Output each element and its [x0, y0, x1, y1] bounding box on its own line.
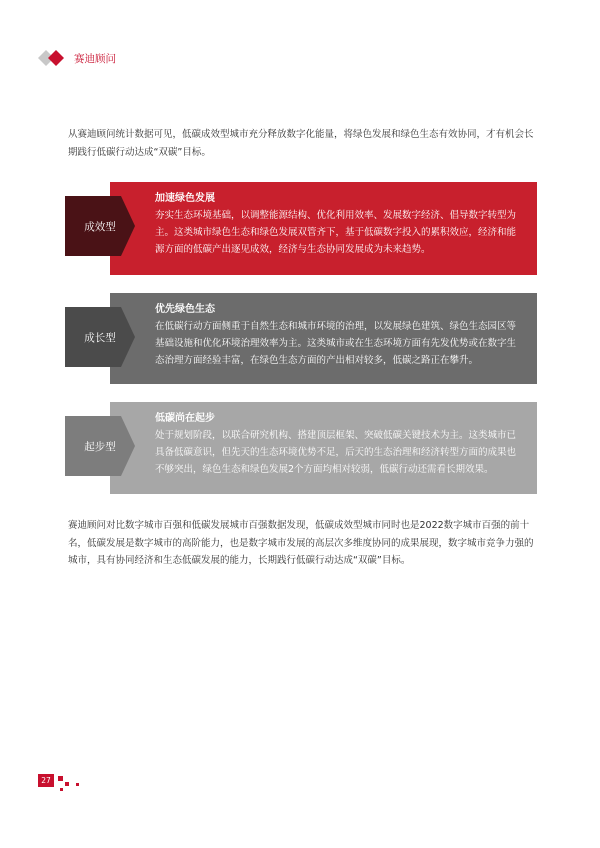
card-effective [65, 182, 537, 275]
card-body [110, 402, 537, 494]
card-text: 夯实生态环境基础，以调整能源结构、优化利用效率、发展数字经济、倡导数字转型为主。这类城市绿色生态和绿色发展双管齐下，基于低碳数字投入的累积效应，经济和能源方面的低碳产出逐见成效，经济与生态协同发展成为未来趋势。 [155, 210, 517, 255]
intro-paragraph: 从赛迪顾问统计数据可见，低碳成效型城市充分释放数字化能量，将绿色发展和绿色生态有效协同，才有机会长期践行低碳行动达成“双碳”目标。 [68, 129, 534, 158]
card-title: 低碳尚在起步 [155, 413, 215, 424]
conclusion-paragraph: 赛迪顾问对比数字城市百强和低碳发展城市百强数据发现，低碳成效型城市同时也是2022数字城市百强的前十名，低碳发展是数字城市的高阶能力，也是数字城市发展的高层次多维度协同的成果展现，数字城市竞争力强的城市，具有协同经济和生态低碳发展的能力，长期践行低碳行动达成“双碳”目标。 [68, 520, 534, 566]
page-number: 27 [38, 774, 54, 787]
card-text: 在低碳行动方面侧重于自然生态和城市环境的治理，以发展绿色建筑、绿色生态园区等基础设施和优化环境治理效率为主。这类城市或在生态环境方面有先发优势或在数字生态治理方面经验丰富，在绿色生态方面的产出相对较多，低碳之路正在攀升。 [155, 321, 517, 366]
decor-dot [58, 776, 63, 781]
card-text: 处于规划阶段，以联合研究机构、搭建顶层框架、突破低碳关键技术为主。这类城市已具备低碳意识，但先天的生态环境优势不足，后天的生态治理和经济转型方面的成果也不够突出，绿色生态和绿色发展2个方面均相对较弱，低碳行动还需看长期效果。 [155, 430, 517, 475]
card-tag [65, 307, 135, 367]
card-tag-label: 起步型 [84, 440, 116, 453]
brand-name: 赛迪顾问 [74, 53, 116, 65]
card-growing [65, 293, 537, 384]
logo-icon [38, 48, 72, 68]
card-tag-label: 成效型 [84, 220, 116, 233]
decor-dot [76, 783, 79, 786]
card-body [110, 182, 537, 275]
card-title: 加速绿色发展 [155, 193, 215, 204]
card-body [110, 293, 537, 384]
card-tag-label: 成长型 [84, 331, 116, 344]
decor-dot [65, 782, 69, 786]
card-title: 优先绿色生态 [155, 304, 215, 315]
card-starting [65, 402, 537, 494]
decor-dot [60, 788, 63, 791]
card-tag [65, 416, 135, 476]
card-tag [65, 196, 135, 256]
